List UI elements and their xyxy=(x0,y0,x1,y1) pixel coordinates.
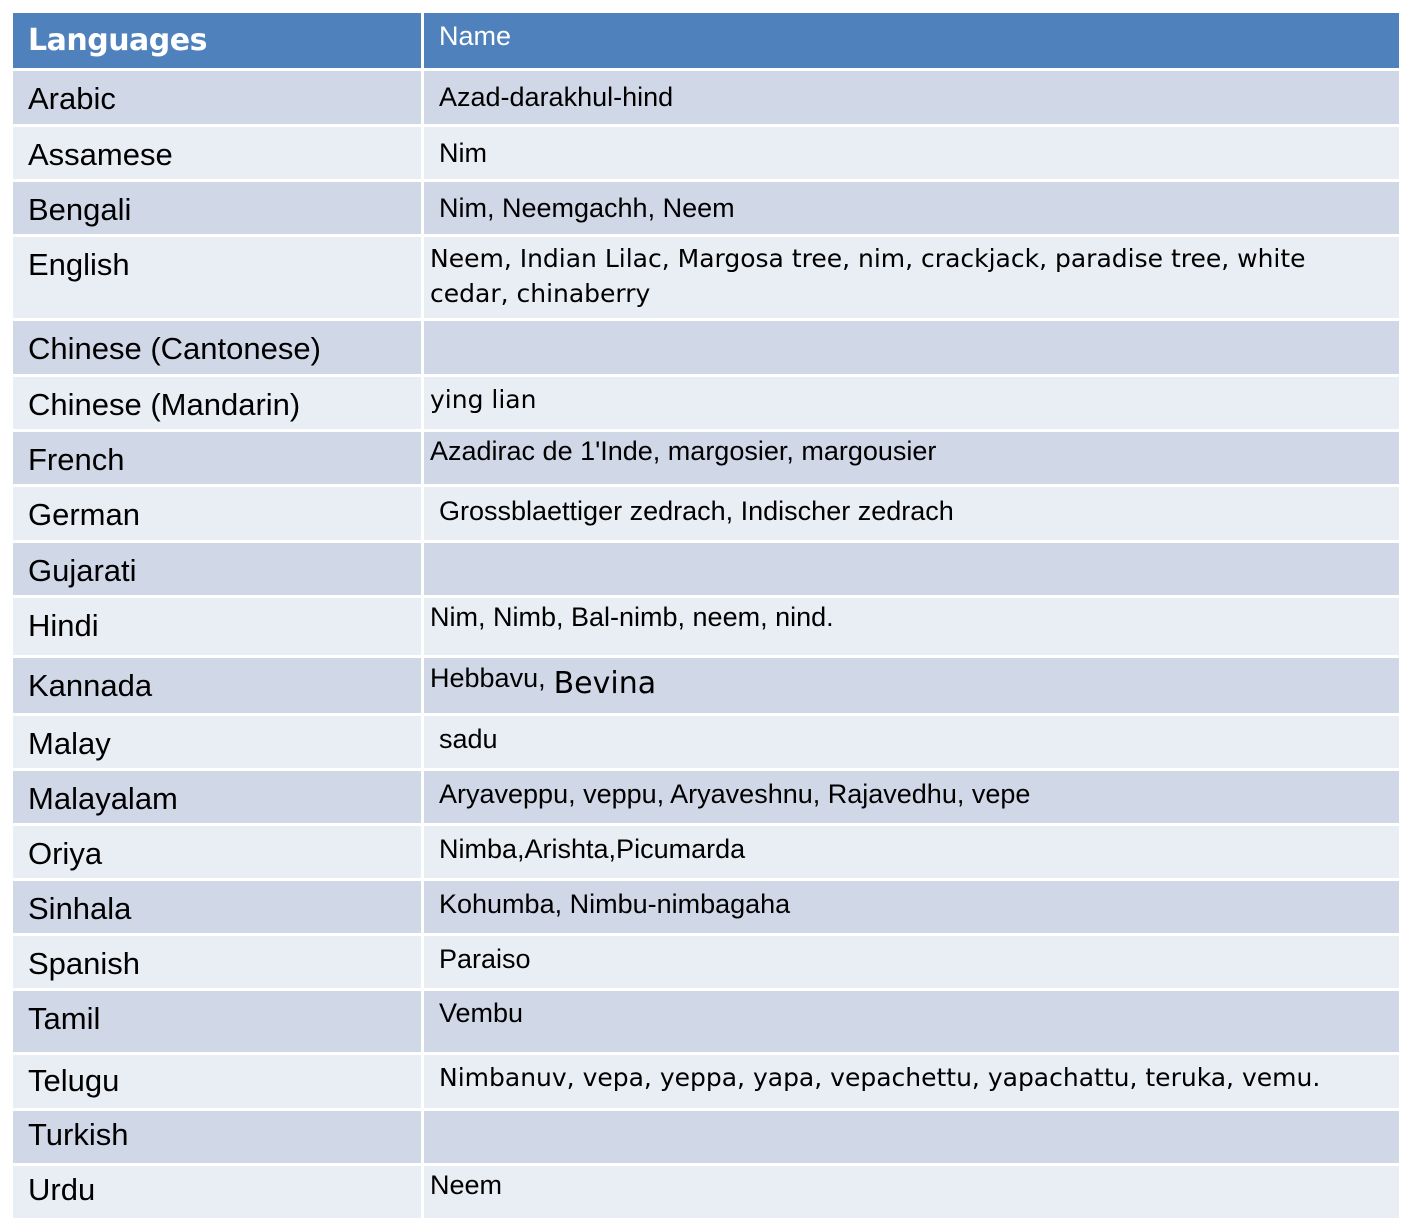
table-row xyxy=(13,1111,1399,1163)
table-row xyxy=(13,826,1399,878)
language-cell: Chinese (Cantonese) xyxy=(28,331,321,366)
name-part: Hebbavu, xyxy=(430,663,546,693)
table-header-row xyxy=(13,13,1399,68)
language-cell: Kannada xyxy=(28,668,153,703)
table-row xyxy=(13,881,1399,933)
name-cell: Nimba,Arishta,Picumarda xyxy=(439,834,746,864)
language-cell: Gujarati xyxy=(28,553,137,588)
name-cell: Azadirac de 1'Inde, margosier, margousier xyxy=(430,436,937,466)
name-cell xyxy=(439,1111,1399,1120)
language-cell: Malay xyxy=(28,726,111,761)
language-cell: Urdu xyxy=(28,1172,96,1207)
table-row xyxy=(13,543,1399,595)
language-cell: Turkish xyxy=(28,1117,129,1152)
table-row xyxy=(13,237,1399,318)
name-cell: Neem, Indian Lilac, Margosa tree, nim, crackjack, paradise tree, white cedar, chinaberry xyxy=(430,244,1306,308)
table-row xyxy=(13,658,1399,713)
name-cell xyxy=(430,658,1399,701)
name-cell: Nim, Neemgachh, Neem xyxy=(439,193,735,223)
table-row xyxy=(13,598,1399,655)
table-row xyxy=(13,487,1399,540)
name-cell: Paraiso xyxy=(439,944,531,974)
header-name: Name xyxy=(424,13,1399,68)
name-cell: Azad-darakhul-hind xyxy=(439,82,674,112)
language-cell: French xyxy=(28,442,125,477)
table-row xyxy=(13,432,1399,484)
name-part-extra: Bevina xyxy=(553,666,657,701)
language-cell: German xyxy=(28,497,140,532)
name-cell: Neem xyxy=(430,1170,503,1200)
table-row xyxy=(13,1166,1399,1218)
table-row xyxy=(13,321,1399,374)
table-row xyxy=(13,182,1399,234)
table-row xyxy=(13,771,1399,823)
name-cell: Grossblaettiger zedrach, Indischer zedrach xyxy=(439,496,954,526)
header-languages: Languages xyxy=(13,13,421,68)
language-cell: Chinese (Mandarin) xyxy=(28,387,301,422)
table-row xyxy=(13,991,1399,1052)
language-cell: Tamil xyxy=(28,1001,101,1036)
language-cell: Assamese xyxy=(28,137,173,172)
language-cell: Bengali xyxy=(28,192,132,227)
name-cell: Nim, Nimb, Bal-nimb, neem, nind. xyxy=(430,602,834,632)
name-cell: Kohumba, Nimbu-nimbagaha xyxy=(439,889,791,919)
name-cell: ying lian xyxy=(430,385,537,414)
table-row xyxy=(13,127,1399,179)
language-cell: Oriya xyxy=(28,836,103,871)
language-cell: Hindi xyxy=(28,608,99,643)
language-cell: Sinhala xyxy=(28,891,132,926)
table-row xyxy=(13,1055,1399,1108)
language-cell: Malayalam xyxy=(28,781,178,816)
name-cell: Aryaveppu, veppu, Aryaveshnu, Rajavedhu, vepe xyxy=(439,779,1031,809)
table-row xyxy=(13,71,1399,124)
language-cell: Telugu xyxy=(28,1063,120,1098)
name-cell: Nim xyxy=(439,138,487,168)
language-cell: Arabic xyxy=(28,81,116,116)
name-cell xyxy=(439,321,1399,330)
neem-names-table xyxy=(13,13,1399,1221)
name-cell xyxy=(439,543,1399,552)
table-row xyxy=(13,936,1399,988)
language-cell: English xyxy=(28,247,130,282)
name-cell: sadu xyxy=(439,724,498,754)
name-cell: Vembu xyxy=(439,998,524,1028)
table-row xyxy=(13,377,1399,429)
language-cell: Spanish xyxy=(28,946,141,981)
name-cell: Nimbanuv, vepa, yeppa, yapa, vepachettu, yapachattu, teruka, vemu. xyxy=(439,1063,1321,1092)
table-row xyxy=(13,716,1399,768)
